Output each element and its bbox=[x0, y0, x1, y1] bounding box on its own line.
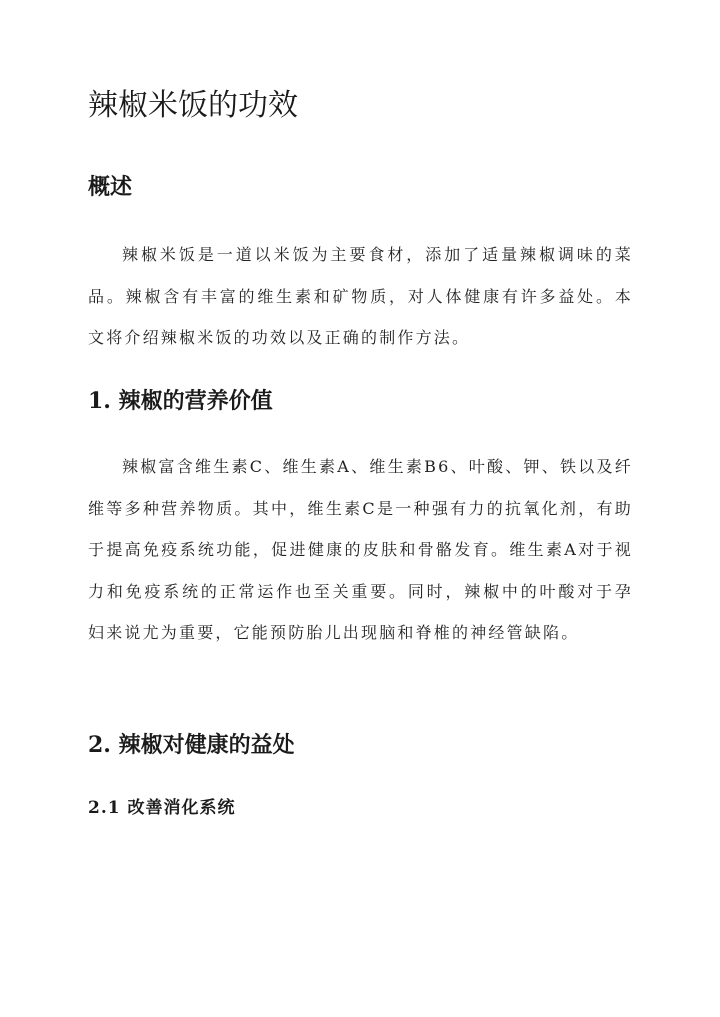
section-heading-overview: 概述 bbox=[88, 174, 133, 200]
subsection-heading-digestion: 2.1 改善消化系统 bbox=[88, 798, 236, 818]
section-heading-nutrition: 1. 辣椒的营养价值 bbox=[88, 388, 273, 414]
page-title: 辣椒米饭的功效 bbox=[88, 88, 298, 123]
paragraph-overview: 辣椒米饭是一道以米饭为主要食材，添加了适量辣椒调味的菜品。辣椒含有丰富的维生素和矿物质，对人体健康有许多益处。本文将介绍辣椒米饭的功效以及正确的制作方法。 bbox=[88, 245, 633, 347]
paragraph-nutrition: 辣椒富含维生素C、维生素A、维生素B6、叶酸、钾、铁以及纤维等多种营养物质。其中，维生素C是一种强有力的抗氧化剂，有助于提高免疫系统功能，促进健康的皮肤和骨骼发育。维生素A对于视力和免疫系统的正常运作也至关重要。同时，辣椒中的叶酸对于孕妇来说尤为重要，它能预防胎儿出现脑和脊椎的神经管缺陷。 bbox=[88, 457, 633, 642]
section-heading-health: 2. 辣椒对健康的益处 bbox=[88, 732, 295, 758]
